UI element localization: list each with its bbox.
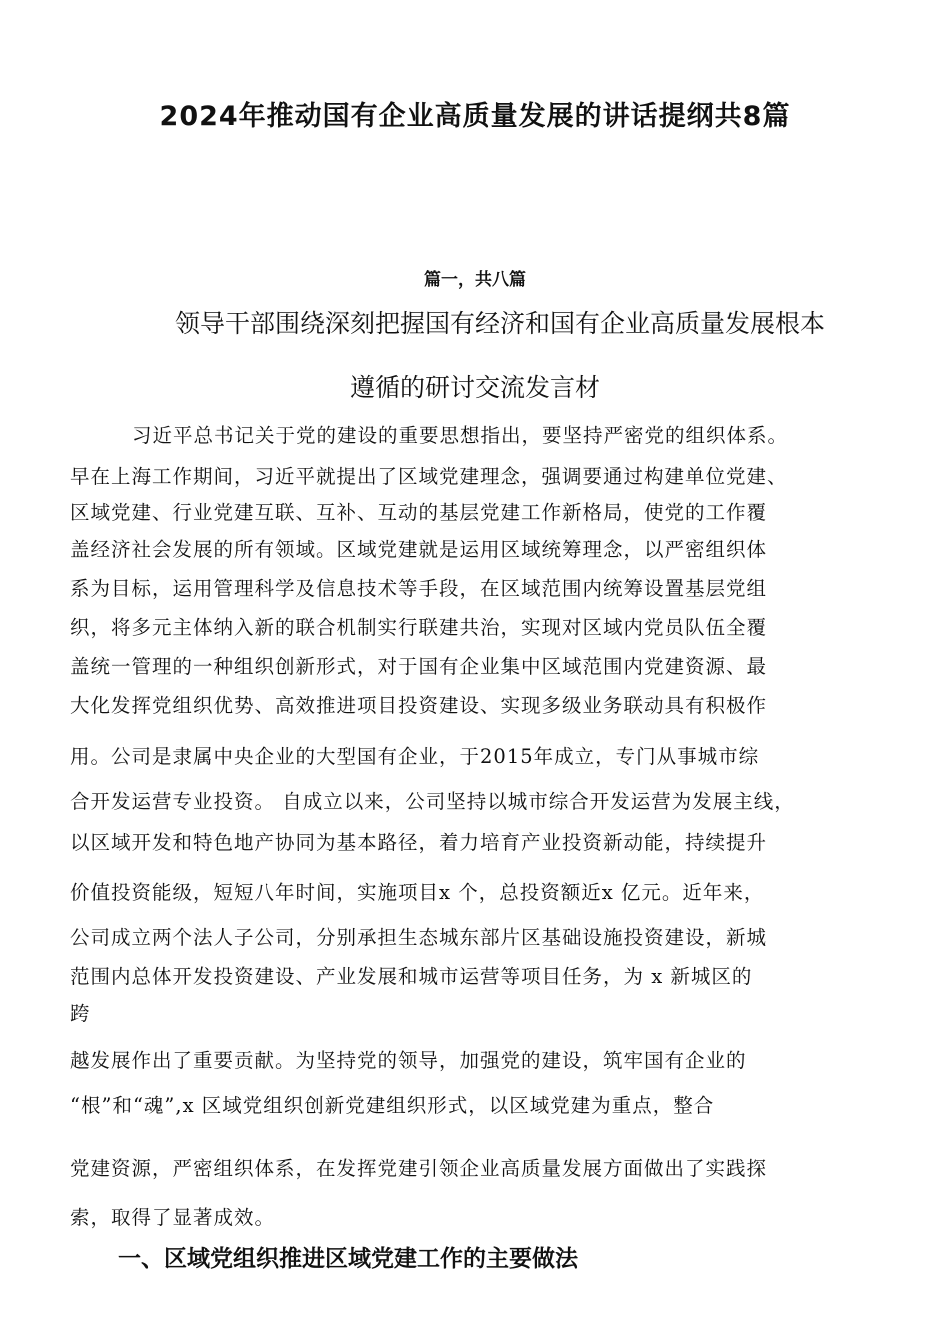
body-line: 公司成立两个法人子公司，分别承担生态城东部片区基础设施投资建设，新城 [70, 926, 768, 949]
body-line: 合开发运营专业投资。 自成立以来，公司坚持以城市综合开发运营为发展主线， [70, 790, 795, 813]
section-label: 篇一，共八篇 [424, 270, 526, 290]
subtitle-line-2: 遵循的研讨交流发言材 [349, 373, 600, 402]
body-line: 大化发挥党组织优势、高效推进项目投资建设、实现多级业务联动具有积极作 [70, 694, 768, 717]
subtitle-line-1: 领导干部围绕深刻把握国有经济和国有企业高质量发展根本 [174, 309, 825, 338]
body-line: 价值投资能级，短短八年时间，实施项目x 个，总投资额近x 亿元。近年来， [70, 881, 765, 904]
body-line: 早在上海工作期间，习近平就提出了区域党建理念，强调要通过构建单位党建、 [70, 465, 788, 488]
body-line: 范围内总体开发投资建设、产业发展和城市运营等项目任务，为 x 新城区的 [70, 965, 753, 988]
section-heading: 一、区域党组织推进区域党建工作的主要做法 [118, 1246, 578, 1272]
document-title: 2024年推动国有企业高质量发展的讲话提纲共8篇 [159, 101, 791, 132]
body-line: 盖统一管理的一种组织创新形式，对于国有企业集中区域范围内党建资源、最 [70, 655, 768, 678]
body-line: 党建资源，严密组织体系，在发挥党建引领企业高质量发展方面做出了实践探 [70, 1157, 768, 1180]
body-line: 跨 [70, 1002, 91, 1025]
body-line: 区域党建、行业党建互联、互补、互动的基层党建工作新格局，使党的工作覆 [70, 501, 768, 524]
body-line: 织，将多元主体纳入新的联合机制实行联建共治，实现对区域内党员队伍全覆 [70, 616, 768, 639]
body-line: 索，取得了显著成效。 [70, 1206, 276, 1229]
body-line: 用。公司是隶属中央企业的大型国有企业，于2015年成立，专门从事城市综 [70, 745, 760, 768]
body-line: 以区域开发和特色地产协同为基本路径，着力培育产业投资新动能，持续提升 [70, 831, 768, 854]
body-line: 习近平总书记关于党的建设的重要思想指出，要坚持严密党的组织体系。 [132, 424, 789, 447]
body-line: 越发展作出了重要贡献。为坚持党的领导，加强党的建设，筑牢国有企业的 [70, 1049, 747, 1072]
body-line: 系为目标，运用管理科学及信息技术等手段，在区域范围内统筹设置基层党组 [70, 577, 768, 600]
body-line: “根”和“魂”,x 区域党组织创新党建组织形式，以区域党建为重点，整合 [70, 1094, 715, 1117]
body-line: 盖经济社会发展的所有领域。区域党建就是运用区域统筹理念，以严密组织体 [70, 538, 768, 561]
